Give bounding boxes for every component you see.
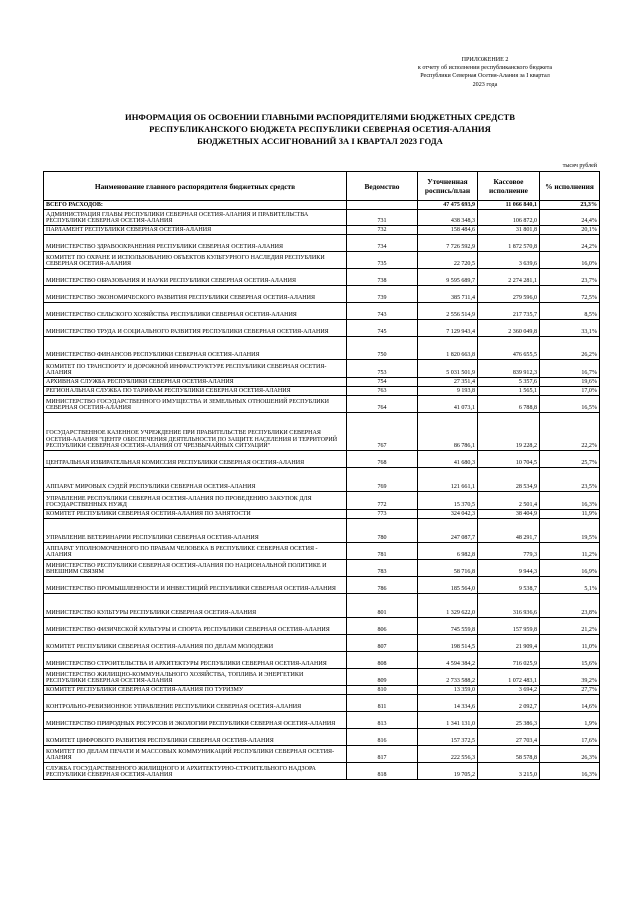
table-row <box>44 451 600 468</box>
title-line: БЮДЖЕТНЫХ АССИГНОВАНИЙ ЗА I КВАРТАЛ 2023 ГОДА <box>197 136 443 147</box>
row-code: 734 <box>347 235 418 252</box>
table-row <box>44 729 600 746</box>
row-plan: 14 334,6 <box>418 695 478 712</box>
row-exec: 217 735,7 <box>478 303 540 320</box>
row-pct: 23,8% <box>540 594 600 618</box>
row-name: МИНИСТЕРСТВО ПРОМЫШЛЕННОСТИ И ИНВЕСТИЦИЙ РЕСПУБЛИКИ СЕВЕРНАЯ ОСЕТИЯ-АЛАНИЯ <box>44 577 347 594</box>
row-code: 780 <box>347 519 418 543</box>
row-name: МИНИСТЕРСТВО РЕСПУБЛИКИ СЕВЕРНАЯ ОСЕТИЯ-АЛАНИЯ ПО НАЦИОНАЛЬНОЙ ПОЛИТИКЕ И ВНЕШНИМ СВЯЗЯМ <box>44 560 347 577</box>
row-pct: 24,2% <box>540 235 600 252</box>
column-header-pct: % исполнения <box>540 172 600 201</box>
row-exec: 3 215,0 <box>478 763 540 780</box>
table-row <box>44 492 600 510</box>
table-row <box>44 210 600 226</box>
row-code: 781 <box>347 543 418 560</box>
row-pct: 27,7% <box>540 686 600 695</box>
row-code: 811 <box>347 695 418 712</box>
row-name: ПАРЛАМЕНТ РЕСПУБЛИКИ СЕВЕРНАЯ ОСЕТИЯ-АЛАНИЯ <box>44 226 347 235</box>
row-exec: 21 909,4 <box>478 635 540 652</box>
row-plan: 1 341 131,0 <box>418 712 478 729</box>
row-plan: 1 820 663,8 <box>418 337 478 360</box>
row-plan: 198 514,5 <box>418 635 478 652</box>
table-row <box>44 360 600 378</box>
row-exec: 10 704,5 <box>478 451 540 468</box>
row-plan: 185 564,0 <box>418 577 478 594</box>
row-name: РЕГИОНАЛЬНАЯ СЛУЖБА ПО ТАРИФАМ РЕСПУБЛИКИ СЕВЕРНАЯ ОСЕТИЯ-АЛАНИЯ <box>44 387 347 396</box>
row-plan: 41 073,1 <box>418 396 478 413</box>
row-name: АППАРАТ УПОЛНОМОЧЕННОГО ПО ПРАВАМ ЧЕЛОВЕКА В РЕСПУБЛИКЕ СЕВЕРНАЯ ОСЕТИЯ - АЛАНИЯ <box>44 543 347 560</box>
row-exec: 2 360 049,8 <box>478 320 540 337</box>
row-exec: 716 025,9 <box>478 652 540 669</box>
units-label: тысяч рублей <box>562 163 597 169</box>
row-exec: 31 801,8 <box>478 226 540 235</box>
table-row <box>44 226 600 235</box>
table-row <box>44 468 600 492</box>
row-pct: 39,2% <box>540 669 600 686</box>
row-pct: 5,1% <box>540 577 600 594</box>
row-name: КОМИТЕТ РЕСПУБЛИКИ СЕВЕРНАЯ ОСЕТИЯ-АЛАНИЯ ПО ЗАНЯТОСТИ <box>44 510 347 519</box>
table-row <box>44 560 600 577</box>
row-exec: 279 596,0 <box>478 286 540 303</box>
row-pct: 11,2% <box>540 543 600 560</box>
title-line: ИНФОРМАЦИЯ ОБ ОСВОЕНИИ ГЛАВНЫМИ РАСПОРЯДИТЕЛЯМИ БЮДЖЕТНЫХ СРЕДСТВ <box>125 112 515 122</box>
row-exec: 38 404,9 <box>478 510 540 519</box>
row-exec: 28 534,9 <box>478 468 540 492</box>
table-row <box>44 618 600 635</box>
row-pct: 16,7% <box>540 360 600 378</box>
table-row <box>44 712 600 729</box>
row-exec: 2 092,7 <box>478 695 540 712</box>
row-plan: 7 726 592,9 <box>418 235 478 252</box>
row-pct: 33,1% <box>540 320 600 337</box>
row-plan: 27 351,4 <box>418 378 478 387</box>
row-code: 750 <box>347 337 418 360</box>
total-row <box>44 201 600 210</box>
row-exec: 3 694,2 <box>478 686 540 695</box>
row-pct: 15,6% <box>540 652 600 669</box>
row-exec: 9 944,3 <box>478 560 540 577</box>
row-plan: 5 031 501,9 <box>418 360 478 378</box>
row-exec: 779,3 <box>478 543 540 560</box>
row-plan: 438 348,3 <box>418 210 478 226</box>
row-name: МИНИСТЕРСТВО СЕЛЬСКОГО ХОЗЯЙСТВА РЕСПУБЛИКИ СЕВЕРНАЯ ОСЕТИЯ-АЛАНИЯ <box>44 303 347 320</box>
row-pct: 16,9% <box>540 560 600 577</box>
row-name: КОМИТЕТ ПО ТРАНСПОРТУ И ДОРОЖНОЙ ИНФРАСТРУКТУРЕ РЕСПУБЛИКИ СЕВЕРНАЯ ОСЕТИЯ-АЛАНИЯ <box>44 360 347 378</box>
row-name: АДМИНИСТРАЦИЯ ГЛАВЫ РЕСПУБЛИКИ СЕВЕРНАЯ ОСЕТИЯ-АЛАНИЯ И ПРАВИТЕЛЬСТВА РЕСПУБЛИКИ СЕВЕРНАЯ ОСЕТИЯ-АЛАНИЯ <box>44 210 347 226</box>
row-name: КОМИТЕТ РЕСПУБЛИКИ СЕВЕРНАЯ ОСЕТИЯ-АЛАНИЯ ПО ТУРИЗМУ <box>44 686 347 695</box>
table-row <box>44 686 600 695</box>
table-row <box>44 378 600 387</box>
row-pct: 1,9% <box>540 712 600 729</box>
table-header-row <box>44 172 600 201</box>
row-pct: 8,5% <box>540 303 600 320</box>
row-plan: 121 661,1 <box>418 468 478 492</box>
row-code: 783 <box>347 560 418 577</box>
row-exec: 157 959,8 <box>478 618 540 635</box>
row-name: КОМИТЕТ ПО ДЕЛАМ ПЕЧАТИ И МАССОВЫХ КОММУНИКАЦИЙ РЕСПУБЛИКИ СЕВЕРНАЯ ОСЕТИЯ-АЛАНИЯ <box>44 746 347 763</box>
row-code: 732 <box>347 226 418 235</box>
row-exec: 2 501,4 <box>478 492 540 510</box>
table-row <box>44 519 600 543</box>
row-code: 745 <box>347 320 418 337</box>
table-row <box>44 269 600 286</box>
row-pct: 17,0% <box>540 387 600 396</box>
row-name: МИНИСТЕРСТВО ЭКОНОМИЧЕСКОГО РАЗВИТИЯ РЕСПУБЛИКИ СЕВЕРНАЯ ОСЕТИЯ-АЛАНИЯ <box>44 286 347 303</box>
row-pct: 21,2% <box>540 618 600 635</box>
row-pct: 16,3% <box>540 763 600 780</box>
row-name: КОМИТЕТ ПО ОХРАНЕ И ИСПОЛЬЗОВАНИЮ ОБЪЕКТОВ КУЛЬТУРНОГО НАСЛЕДИЯ РЕСПУБЛИКИ СЕВЕРНАЯ ОСЕТИЯ-АЛАНИЯ <box>44 252 347 269</box>
row-pct: 26,3% <box>540 746 600 763</box>
row-pct: 19,6% <box>540 378 600 387</box>
row-code: 773 <box>347 510 418 519</box>
row-exec: 9 538,7 <box>478 577 540 594</box>
row-plan: 222 556,3 <box>418 746 478 763</box>
total-code <box>347 201 418 210</box>
row-plan: 58 716,8 <box>418 560 478 577</box>
appendix-line: ПРИЛОЖЕНИЕ 2 <box>461 57 509 63</box>
total-exec: 11 066 840,1 <box>478 201 540 210</box>
row-name: КОМИТЕТ РЕСПУБЛИКИ СЕВЕРНАЯ ОСЕТИЯ-АЛАНИЯ ПО ДЕЛАМ МОЛОДЕЖИ <box>44 635 347 652</box>
row-plan: 745 559,8 <box>418 618 478 635</box>
row-pct: 11,9% <box>540 510 600 519</box>
row-name: МИНИСТЕРСТВО ГОСУДАРСТВЕННОГО ИМУЩЕСТВА И ЗЕМЕЛЬНЫХ ОТНОШЕНИЙ РЕСПУБЛИКИ СЕВЕРНАЯ ОСЕТИЯ-АЛАНИЯ <box>44 396 347 413</box>
row-exec: 6 788,8 <box>478 396 540 413</box>
row-pct: 72,5% <box>540 286 600 303</box>
row-code: 807 <box>347 635 418 652</box>
table-row <box>44 387 600 396</box>
row-pct: 16,3% <box>540 492 600 510</box>
table-row <box>44 396 600 413</box>
row-plan: 2 556 514,9 <box>418 303 478 320</box>
column-header-plan: Уточненная роспись/план <box>418 172 478 201</box>
row-code: 763 <box>347 387 418 396</box>
row-name: УПРАВЛЕНИЕ РЕСПУБЛИКИ СЕВЕРНАЯ ОСЕТИЯ-АЛАНИЯ ПО ПРОВЕДЕНИЮ ЗАКУПОК ДЛЯ ГОСУДАРСТВЕННЫХ НУЖД <box>44 492 347 510</box>
row-plan: 86 786,1 <box>418 413 478 451</box>
row-code: 768 <box>347 451 418 468</box>
row-exec: 3 639,6 <box>478 252 540 269</box>
row-plan: 7 129 943,4 <box>418 320 478 337</box>
table-row <box>44 413 600 451</box>
row-name: КОМИТЕТ ЦИФРОВОГО РАЗВИТИЯ РЕСПУБЛИКИ СЕВЕРНАЯ ОСЕТИЯ-АЛАНИЯ <box>44 729 347 746</box>
row-code: 813 <box>347 712 418 729</box>
appendix-line: 2023 года <box>472 81 498 88</box>
row-pct: 25,7% <box>540 451 600 468</box>
row-name: МИНИСТЕРСТВО КУЛЬТУРЫ РЕСПУБЛИКИ СЕВЕРНАЯ ОСЕТИЯ-АЛАНИЯ <box>44 594 347 618</box>
table-row <box>44 303 600 320</box>
table-row <box>44 635 600 652</box>
row-code: 769 <box>347 468 418 492</box>
column-header-exec: Кассовое исполнение <box>478 172 540 201</box>
row-plan: 1 329 622,0 <box>418 594 478 618</box>
row-exec: 316 936,6 <box>478 594 540 618</box>
row-exec: 19 228,2 <box>478 413 540 451</box>
row-exec: 1 872 570,8 <box>478 235 540 252</box>
row-pct: 14,6% <box>540 695 600 712</box>
row-plan: 247 087,7 <box>418 519 478 543</box>
row-code: 818 <box>347 763 418 780</box>
row-name: УПРАВЛЕНИЕ ВЕТЕРИНАРИИ РЕСПУБЛИКИ СЕВЕРНАЯ ОСЕТИЯ-АЛАНИЯ <box>44 519 347 543</box>
row-name: МИНИСТЕРСТВО ПРИРОДНЫХ РЕСУРСОВ И ЭКОЛОГИИ РЕСПУБЛИКИ СЕВЕРНАЯ ОСЕТИЯ-АЛАНИЯ <box>44 712 347 729</box>
row-code: 754 <box>347 378 418 387</box>
row-exec: 1 072 483,1 <box>478 669 540 686</box>
row-pct: 20,1% <box>540 226 600 235</box>
row-pct: 19,5% <box>540 519 600 543</box>
row-exec: 2 274 281,1 <box>478 269 540 286</box>
row-name: МИНИСТЕРСТВО ТРУДА И СОЦИАЛЬНОГО РАЗВИТИЯ РЕСПУБЛИКИ СЕВЕРНАЯ ОСЕТИЯ-АЛАНИЯ <box>44 320 347 337</box>
row-code: 801 <box>347 594 418 618</box>
row-exec: 25 386,3 <box>478 712 540 729</box>
row-name: АРХИВНАЯ СЛУЖБА РЕСПУБЛИКИ СЕВЕРНАЯ ОСЕТИЯ-АЛАНИЯ <box>44 378 347 387</box>
row-exec: 476 655,5 <box>478 337 540 360</box>
row-plan: 9 595 689,7 <box>418 269 478 286</box>
row-code: 810 <box>347 686 418 695</box>
column-header-name: Наименование главного распорядителя бюджетных средств <box>44 172 347 201</box>
table-row <box>44 669 600 686</box>
row-code: 806 <box>347 618 418 635</box>
row-code: 764 <box>347 396 418 413</box>
row-plan: 324 042,3 <box>418 510 478 519</box>
row-plan: 6 982,8 <box>418 543 478 560</box>
row-pct: 11,0% <box>540 635 600 652</box>
row-name: МИНИСТЕРСТВО ЗДРАВООХРАНЕНИЯ РЕСПУБЛИКИ СЕВЕРНАЯ ОСЕТИЯ-АЛАНИЯ <box>44 235 347 252</box>
row-code: 743 <box>347 303 418 320</box>
row-exec: 1 565,1 <box>478 387 540 396</box>
table-row <box>44 695 600 712</box>
row-plan: 4 594 384,2 <box>418 652 478 669</box>
row-pct: 24,4% <box>540 210 600 226</box>
row-exec: 839 912,3 <box>478 360 540 378</box>
row-name: АППАРАТ МИРОВЫХ СУДЕЙ РЕСПУБЛИКИ СЕВЕРНАЯ ОСЕТИЯ-АЛАНИЯ <box>44 468 347 492</box>
row-pct: 16,0% <box>540 252 600 269</box>
row-code: 808 <box>347 652 418 669</box>
row-plan: 41 680,3 <box>418 451 478 468</box>
appendix-note <box>380 56 590 89</box>
row-name: МИНИСТЕРСТВО ЖИЛИЩНО-КОММУНАЛЬНОГО ХОЗЯЙСТВА, ТОПЛИВА И ЭНЕРГЕТИКИ РЕСПУБЛИКИ СЕВЕРНАЯ ОСЕТИЯ-АЛАНИЯ <box>44 669 347 686</box>
row-name: СЛУЖБА ГОСУДАРСТВЕННОГО ЖИЛИЩНОГО И АРХИТЕКТУРНО-СТРОИТЕЛЬНОГО НАДЗОРА РЕСПУБЛИКИ СЕВЕРНАЯ ОСЕТИЯ-АЛАНИЯ <box>44 763 347 780</box>
total-plan: 47 475 693,9 <box>418 201 478 210</box>
row-name: ГОСУДАРСТВЕННОЕ КАЗЕННОЕ УЧРЕЖДЕНИЕ ПРИ ПРАВИТЕЛЬСТВЕ РЕСПУБЛИКИ СЕВЕРНАЯ ОСЕТИЯ-АЛАНИЯ "ЦЕНТР ОБЕСПЕЧЕНИЯ ДЕЯТЕЛЬНОСТИ ПО ЗАЩИТЕ НАСЕЛЕНИЯ И ТЕРРИТОРИЙ РЕСПУБЛИКИ СЕВЕРНАЯ ОСЕТИЯ-АЛАНИЯ ОТ ЧРЕЗВЫЧАЙНЫХ СИТУАЦИЙ" <box>44 413 347 451</box>
total-label: ВСЕГО РАСХОДОВ: <box>44 201 347 210</box>
table-row <box>44 286 600 303</box>
row-code: 767 <box>347 413 418 451</box>
row-exec: 27 703,4 <box>478 729 540 746</box>
row-exec: 48 291,7 <box>478 519 540 543</box>
table-row <box>44 746 600 763</box>
row-plan: 15 370,5 <box>418 492 478 510</box>
table-row <box>44 763 600 780</box>
row-code: 738 <box>347 269 418 286</box>
row-name: МИНИСТЕРСТВО ФИНАНСОВ РЕСПУБЛИКИ СЕВЕРНАЯ ОСЕТИЯ-АЛАНИЯ <box>44 337 347 360</box>
row-plan: 157 372,5 <box>418 729 478 746</box>
table-row <box>44 337 600 360</box>
table-row <box>44 235 600 252</box>
row-name: МИНИСТЕРСТВО ФИЗИЧЕСКОЙ КУЛЬТУРЫ И СПОРТА РЕСПУБЛИКИ СЕВЕРНАЯ ОСЕТИЯ-АЛАНИЯ <box>44 618 347 635</box>
row-pct: 26,2% <box>540 337 600 360</box>
table-row <box>44 252 600 269</box>
row-exec: 106 872,0 <box>478 210 540 226</box>
table-row <box>44 652 600 669</box>
row-name: ЦЕНТРАЛЬНАЯ ИЗБИРАТЕЛЬНАЯ КОМИССИЯ РЕСПУБЛИКИ СЕВЕРНАЯ ОСЕТИЯ-АЛАНИЯ <box>44 451 347 468</box>
row-exec: 58 578,8 <box>478 746 540 763</box>
total-pct: 23,3% <box>540 201 600 210</box>
row-code: 739 <box>347 286 418 303</box>
row-code: 817 <box>347 746 418 763</box>
table-row <box>44 577 600 594</box>
row-plan: 9 193,8 <box>418 387 478 396</box>
row-code: 731 <box>347 210 418 226</box>
row-code: 809 <box>347 669 418 686</box>
row-pct: 23,7% <box>540 269 600 286</box>
budget-table <box>43 171 600 780</box>
row-code: 786 <box>347 577 418 594</box>
row-exec: 5 357,6 <box>478 378 540 387</box>
table-row <box>44 543 600 560</box>
row-pct: 22,2% <box>540 413 600 451</box>
column-header-code: Ведомство <box>347 172 418 201</box>
row-name: МИНИСТЕРСТВО СТРОИТЕЛЬСТВА И АРХИТЕКТУРЫ РЕСПУБЛИКИ СЕВЕРНАЯ ОСЕТИЯ-АЛАНИЯ <box>44 652 347 669</box>
row-plan: 385 711,4 <box>418 286 478 303</box>
row-pct: 23,5% <box>540 468 600 492</box>
row-plan: 158 484,6 <box>418 226 478 235</box>
row-name: МИНИСТЕРСТВО ОБРАЗОВАНИЯ И НАУКИ РЕСПУБЛИКИ СЕВЕРНАЯ ОСЕТИЯ-АЛАНИЯ <box>44 269 347 286</box>
row-code: 816 <box>347 729 418 746</box>
table-row <box>44 594 600 618</box>
row-plan: 2 733 588,2 <box>418 669 478 686</box>
table-row <box>44 320 600 337</box>
row-code: 772 <box>347 492 418 510</box>
row-pct: 17,6% <box>540 729 600 746</box>
row-plan: 22 720,5 <box>418 252 478 269</box>
row-code: 735 <box>347 252 418 269</box>
row-plan: 19 705,2 <box>418 763 478 780</box>
row-code: 753 <box>347 360 418 378</box>
document-title <box>50 111 590 148</box>
row-pct: 16,5% <box>540 396 600 413</box>
table-row <box>44 510 600 519</box>
row-name: КОНТРОЛЬНО-РЕВИЗИОННОЕ УПРАВЛЕНИЕ РЕСПУБЛИКИ СЕВЕРНАЯ ОСЕТИЯ-АЛАНИЯ <box>44 695 347 712</box>
row-plan: 13 359,0 <box>418 686 478 695</box>
appendix-line: к отчету об исполнении республиканского бюджета <box>417 65 553 72</box>
appendix-line: Республики Северная Осетия-Алания за I квартал <box>420 73 550 80</box>
title-line: РЕСПУБЛИКАНСКОГО БЮДЖЕТА РЕСПУБЛИКИ СЕВЕРНАЯ ОСЕТИЯ-АЛАНИЯ <box>149 124 491 135</box>
